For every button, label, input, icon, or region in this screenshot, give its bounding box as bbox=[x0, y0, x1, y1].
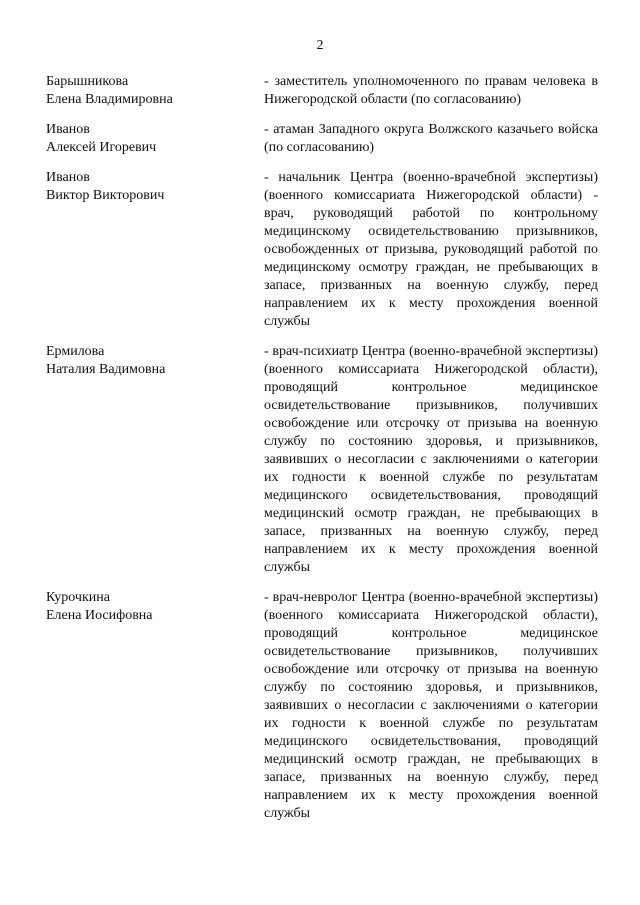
member-given-names: Елена Иосифовна bbox=[46, 608, 153, 623]
member-given-names: Алексей Игоревич bbox=[46, 140, 157, 155]
member-surname: Барышникова bbox=[46, 74, 129, 89]
member-surname: Ермилова bbox=[46, 344, 105, 359]
page-number: 2 bbox=[316, 38, 324, 53]
member-given-names: Наталия Вадимовна bbox=[46, 362, 166, 377]
member-surname: Иванов bbox=[46, 170, 90, 185]
member-name bbox=[43, 121, 264, 157]
member-name bbox=[43, 169, 264, 205]
member-entry bbox=[43, 73, 598, 109]
member-given-names: Елена Владимировна bbox=[46, 92, 173, 107]
member-position: - атаман Западного округа Волжского казачьего войска (по согласованию) bbox=[264, 122, 598, 155]
member-position: - врач-психиатр Центра (военно-врачебной экспертизы) (военного комиссариата Нижегородской области), проводящий контрольное медицинское освидетельствование призывников, получивших освобождение или отсрочку от призыва на военную службу по состоянию здоровья, и призывников, заявивших о несогласии с заключениями о категории их годности к военной службе по результатам медицинского освидетельствования, проводящий медицинский осмотр граждан, не пребывающих в запасе, призванных на военную службу, перед направлением их к месту прохождения военной службы bbox=[264, 344, 598, 575]
member-name bbox=[43, 343, 264, 379]
member-entry bbox=[43, 169, 598, 331]
member-surname: Иванов bbox=[46, 122, 90, 137]
member-entry bbox=[43, 121, 598, 157]
member-surname: Курочкина bbox=[46, 590, 110, 605]
member-name bbox=[43, 589, 264, 625]
member-given-names: Виктор Викторович bbox=[46, 188, 165, 203]
member-position: - врач-невролог Центра (военно-врачебной экспертизы) (военного комиссариата Нижегородской области), проводящий контрольное медицинское освидетельствование призывников, получивших освобождение или отсрочку от призыва на военную службу по состоянию здоровья, и призывников, заявивших о несогласии с заключениями о категории их годности к военной службе по результатам медицинского освидетельствования, проводящий медицинский осмотр граждан, не пребывающих в запасе, призванных на военную службу, перед направлением их к месту прохождения военной службы bbox=[264, 590, 598, 821]
member-position: - начальник Центра (военно-врачебной экспертизы) (военного комиссариата Нижегородской области) - врач, руководящий работой по контрольному медицинскому освидетельствованию призывников, освобожденных от призыва, руководящий работой по медицинскому осмотру граждан, не пребывающих в запасе, призванных на военную службу, перед направлением их к месту прохождения военной службы bbox=[264, 170, 598, 329]
member-position: - заместитель уполномоченного по правам человека в Нижегородской области (по согласованию) bbox=[264, 74, 598, 107]
member-entry bbox=[43, 343, 598, 577]
member-name bbox=[43, 73, 264, 109]
member-entry bbox=[43, 589, 598, 823]
member-list bbox=[43, 73, 598, 823]
